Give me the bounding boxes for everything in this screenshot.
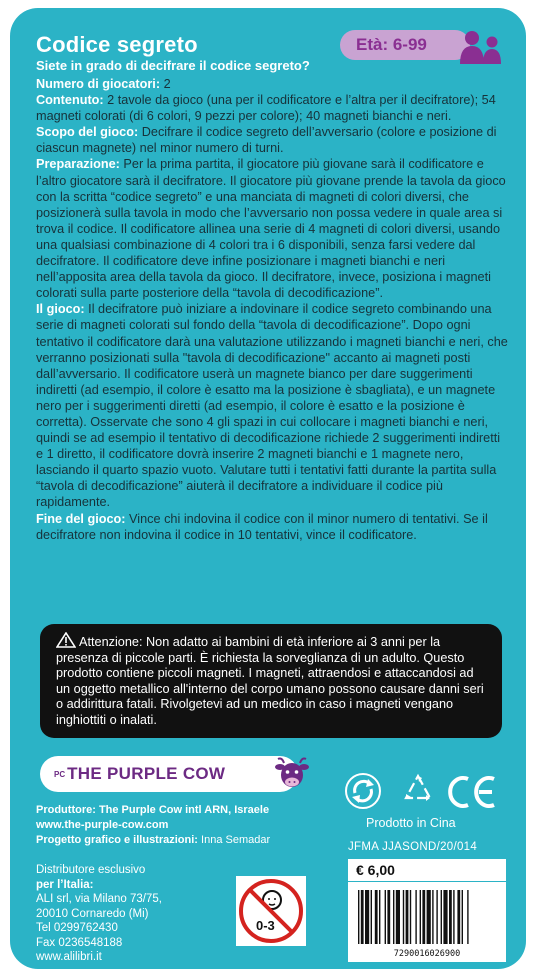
barcode-bar: [449, 890, 452, 944]
rules-text: [36, 76, 508, 543]
barcode-bar: [432, 890, 433, 944]
barcode-bar: [427, 890, 431, 944]
section-game: Il gioco: Il decifratore può iniziare a indovinare il codice segreto combinando una serie di magneti colorati sul fondo della “tavola di decodificazione”. Dopo ogni tentativo il codificatore darà una valutazione utilizzando i magneti bianchi e neri, che verranno posizionati sulla "tavola di decodificazione" accanto ai magneti posti dall’avversario. Il codificatore userà un magnete bianco per dare suggerimenti indiretti (ad esempio, il colore è esatto ma la posizione è sbagliata), e un magnete nero per i suggerimenti diretti (ad esempio, il colore è esatto e la posizione è corretta). Osservate che sono 4 gli spazi in cui collocare i magneti bianchi e neri, quindi se ad esempio il tentativo di decodificazione richiede 2 suggerimenti indiretti e 1 diretto, il codificatore dovrà inserire 2 magneti bianchi e 1 magnete nero, lasciando il quarto spazio vuoto. Valutare tutti i tentativi fatti durante la partita sulla “tavola di decodificazione” aiuterà il decifratore a individuare il codice più rapidamente.: [36, 302, 508, 510]
barcode-bar: [406, 890, 409, 944]
barcode-bar: [358, 890, 359, 944]
barcode-bar: [375, 890, 378, 944]
barcode-bar: [385, 890, 386, 944]
section-players: Numero di giocatori: 2: [36, 77, 171, 91]
brand-logo: [40, 756, 298, 792]
barcode-bar: [453, 890, 454, 944]
page-title: Codice segreto: [36, 32, 198, 57]
section-contents: Contenuto: 2 tavole da gioco (una per il codificatore e l’altra per il decifratore); 54 magneti colorati (di 6 colori, 9 pezzi per colore); 40 magneti bianchi e neri.: [36, 93, 496, 124]
barcode-bar: [436, 890, 437, 944]
barcode-bar: [420, 890, 421, 944]
barcode-bar: [443, 890, 447, 944]
barcode-bars: [348, 882, 506, 948]
certification-icons: [344, 772, 504, 810]
barcode-bar: [403, 890, 404, 944]
logo-prefix: PC: [54, 769, 66, 779]
age-icon-label: 0-3: [256, 918, 275, 933]
barcode-bar: [396, 890, 400, 944]
producer-info: Produttore: The Purple Cow intl ARN, Israele www.the-purple-cow.com Progetto grafico e illustrazioni: Inna Semadar: [36, 804, 271, 846]
ce-mark-icon: [450, 778, 494, 806]
logo-text: THE PURPLE COW: [67, 764, 226, 783]
batch-code: JFMA JJASOND/20/014: [348, 841, 478, 853]
barcode-bar: [462, 890, 463, 944]
barcode-bar: [441, 890, 442, 944]
recycling-triangle-icon: [406, 776, 430, 801]
barcode-bar: [387, 890, 390, 944]
barcode-bar: [371, 890, 372, 944]
barcode-bar: [361, 890, 364, 944]
section-setup: Preparazione: Per la prima partita, il giocatore più giovane sarà il codificatore e l’altro giocatore sarà il decifratore. Il giocatore più giovane prende la tavola da gioco con la scritta “codice segreto” e una manciata di magneti di colori diversi, che posizionerà sulla tavola in modo che l’avversario non possa vedere in quale area si trova il codice. Il codificatore allinea una serie di 4 magneti di colori diversi, usando una qualsiasi combinazione di 4 colori tra i 6 disponibili, senza farsi vedere dal decifratore. Il codificatore deve infine posizionare i magneti bianchi e neri nell’apposita area della tavola da gioco. Il decifratore, invece, posiziona i magneti colorati sulla parte posteriore della “tavola di decodificazione”.: [36, 157, 506, 301]
barcode-bar: [467, 890, 468, 944]
barcode-bar: [457, 890, 460, 944]
warning-text: Attenzione: Non adatto ai bambini di età inferiore ai 3 anni per la presenza di piccole parti. È richiesta la sorveglianza di un adulto. Questo prodotto contiene piccoli magneti. I magneti, attraendosi e attaccandosi ad un oggetto metallico all'interno del corpo umano possono causare danni seri o addirittura fatali. Rivolgetevi ad un medico in caso i magneti vengano inghiottiti o inalati.: [56, 635, 484, 727]
made-in-label: Prodotto in Cina: [366, 816, 456, 830]
barcode-number: 7290016026900: [393, 949, 461, 959]
cow-icon: [272, 757, 312, 791]
barcode-bar: [415, 890, 416, 944]
people-icon: [450, 28, 510, 64]
section-end: Fine del gioco: Vince chi indovina il codice con il minor numero di tentativi. Se il decifratore non indovina il codice in 10 tentativi, vince il codificatore.: [36, 511, 488, 542]
warning-triangle-icon: [56, 632, 76, 648]
barcode-bar: [393, 890, 394, 944]
barcode-bar: [379, 890, 380, 944]
distributor-info: Distributore esclusivo per l’Italia: ALI srl, via Milano 73/75, 20010 Cornaredo (Mi) Tel 0299762430 Fax 0236548188 www.alilibri.it: [36, 864, 162, 963]
age-badge-label: Età: 6-99: [356, 35, 427, 54]
barcode-bar: [422, 890, 425, 944]
subtitle: Siete in grado di decifrare il codice segreto?: [36, 58, 310, 73]
not-for-under-3-icon: [236, 876, 306, 946]
barcode: [348, 882, 506, 962]
package-back: [10, 8, 526, 969]
barcode-bar: [410, 890, 411, 944]
price-label: € 6,00: [348, 859, 506, 881]
recycle-arrow-icon: [346, 774, 380, 808]
section-goal: Scopo del gioco: Decifrare il codice segreto dell’avversario (colore e posizione di ciascun magnete) nel minor numero di turni.: [36, 125, 497, 156]
warning-box: [40, 624, 502, 738]
barcode-bar: [365, 890, 369, 944]
